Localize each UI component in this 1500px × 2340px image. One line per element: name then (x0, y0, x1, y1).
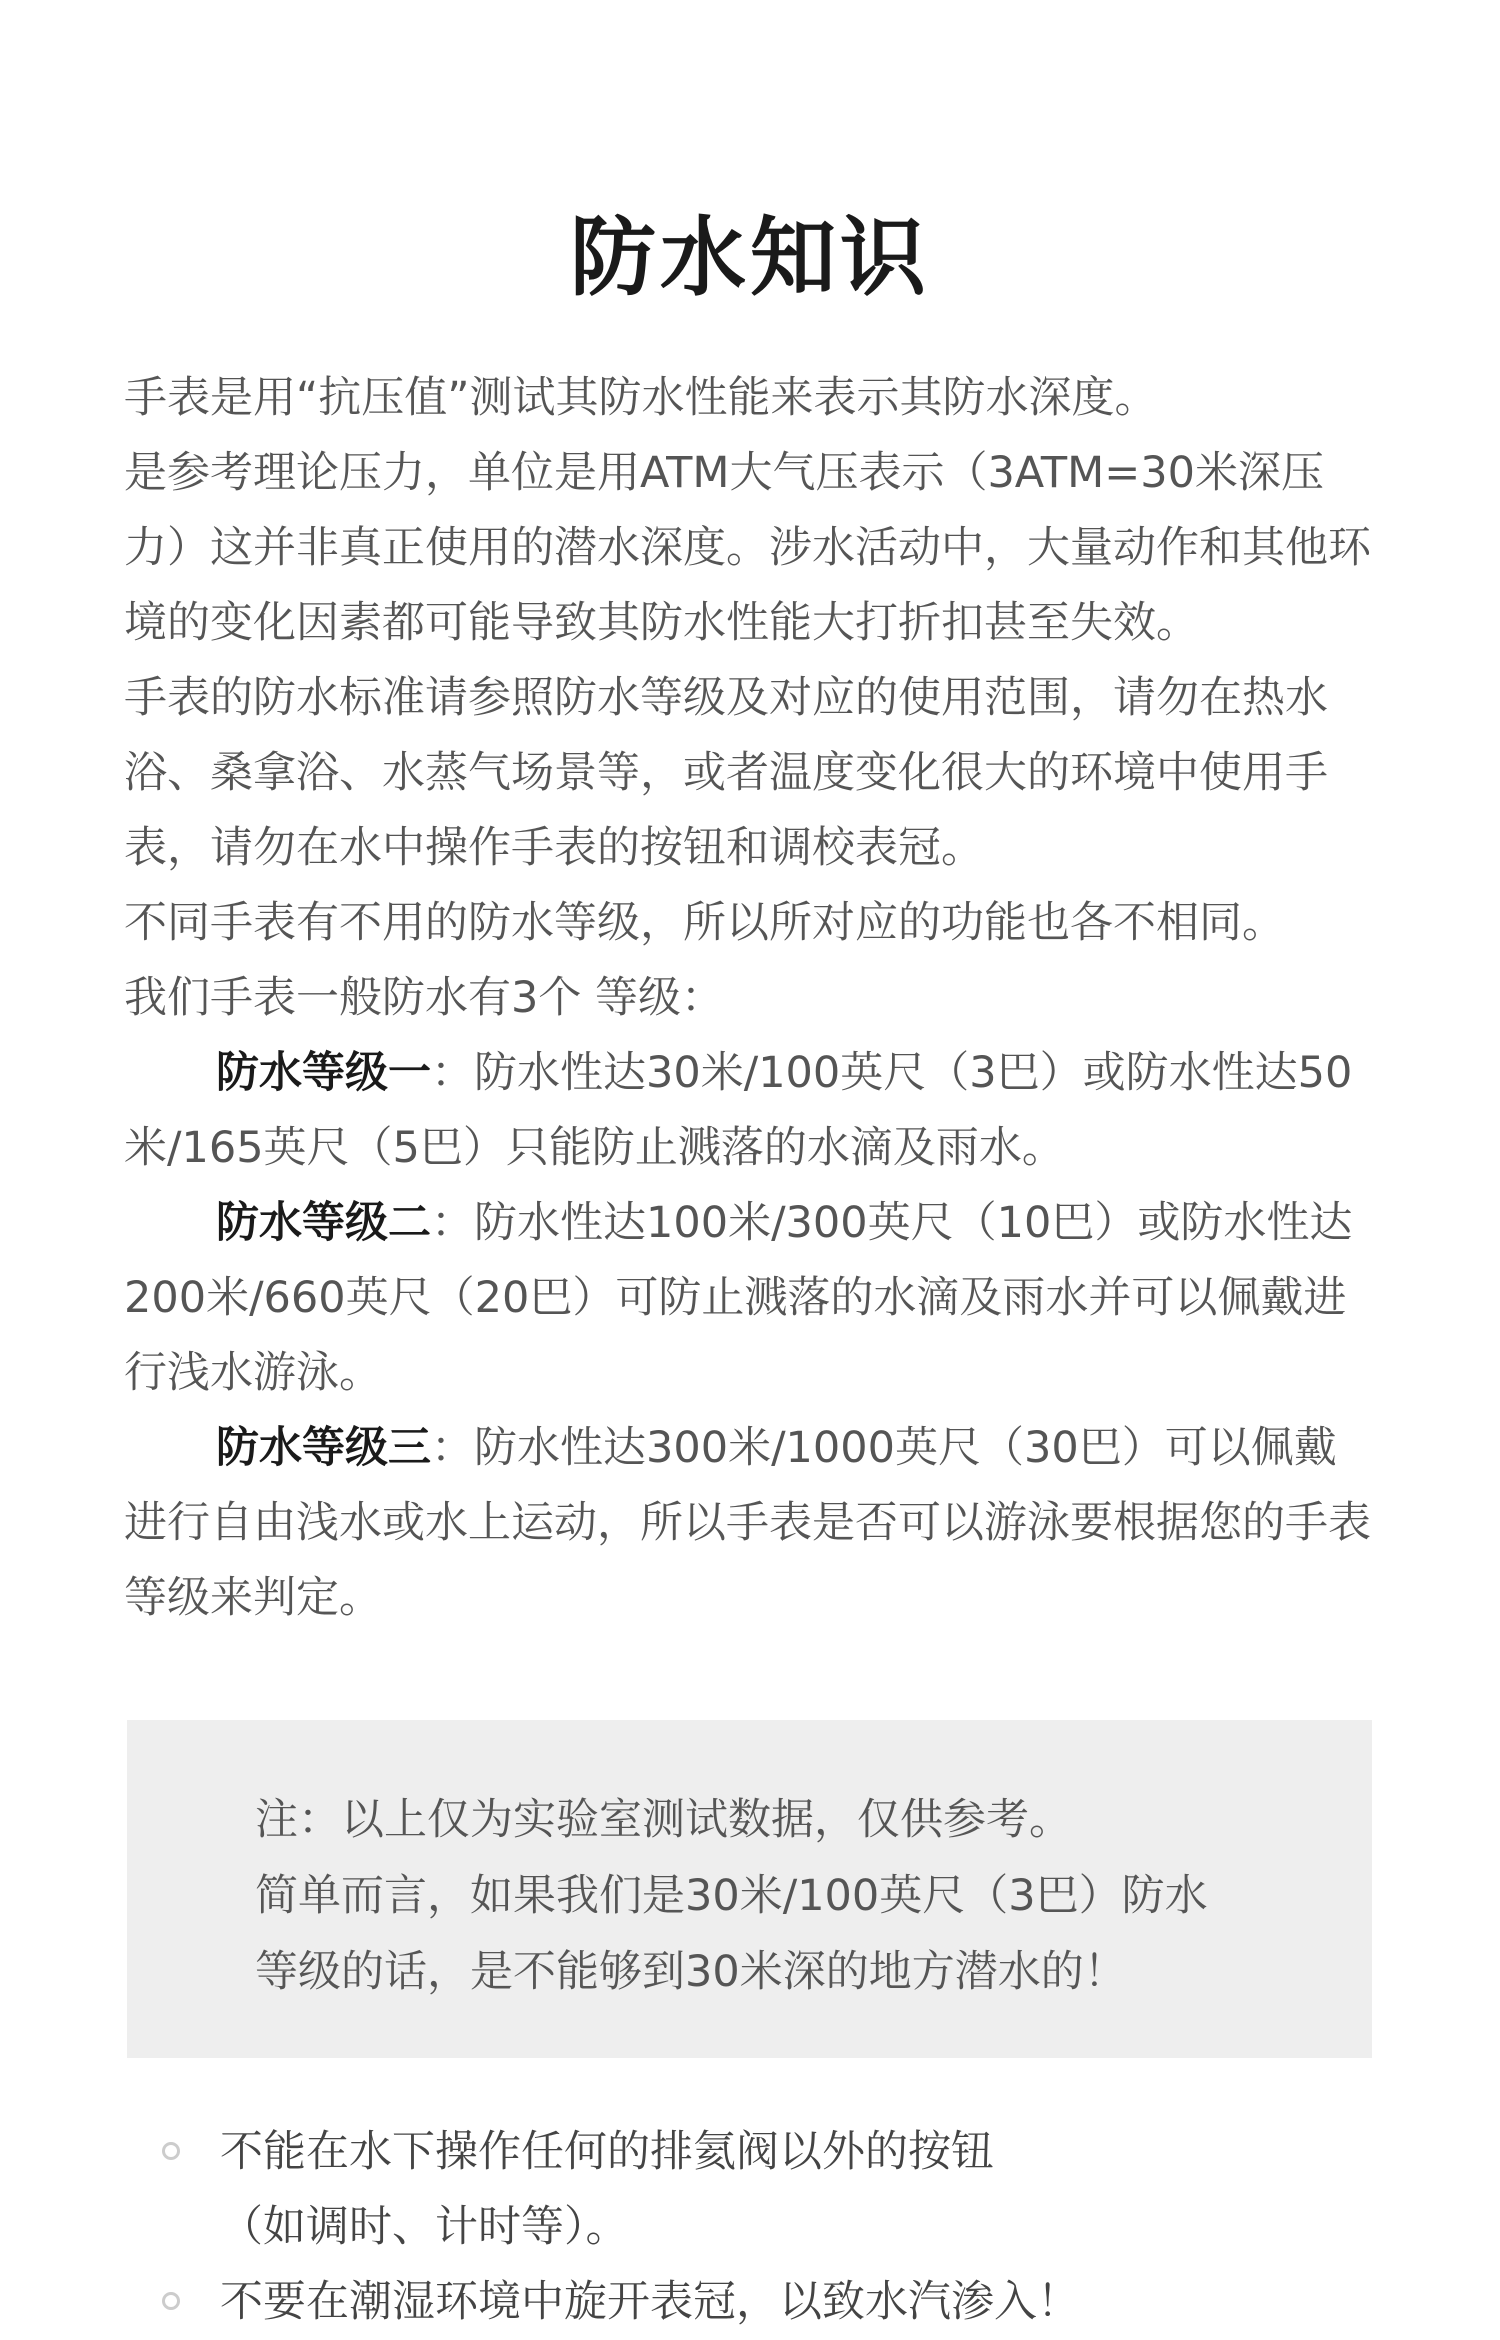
intro-paragraph: 手表的防水标准请参照防水等级及对应的使用范围，请勿在热水浴、桑拿浴、水蒸气场景等，或者温度变化很大的环境中使用手表，请勿在水中操作手表的按钮和调校表冠。 (124, 673, 1328, 873)
note-line: 注：以上仅为实验室测试数据，仅供参考。 (255, 1795, 1072, 1845)
waterproof-level-3 (124, 1411, 1374, 1636)
level-description: ：防水性达30米/100英尺（3巴）或防水性达50米/165英尺（5巴）只能防止溅落的水滴及雨水。 (124, 1048, 1353, 1173)
warning-list (160, 2115, 1360, 2340)
list-item-text: 不要在潮湿环境中旋开表冠，以致水汽渗入！ (220, 2277, 1080, 2327)
level-description: ：防水性达100米/300英尺（10巴）或防水性达200米/660英尺（20巴）可防止溅落的水滴及雨水并可以佩戴进行浅水游泳。 (124, 1198, 1353, 1398)
list-item (160, 2115, 1360, 2265)
note-text (255, 1782, 1295, 2010)
waterproof-level-1 (124, 1036, 1374, 1186)
intro-paragraph: 手表是用“抗压值”测试其防水性能来表示其防水深度。 (124, 373, 1158, 423)
intro-paragraph: 我们手表一般防水有3个 等级： (124, 973, 725, 1023)
list-item-text: （如调时、计时等）。 (220, 2202, 629, 2252)
level-description: ：防水性达300米/1000英尺（30巴）可以佩戴进行自由浅水或水上运动，所以手表是否可以游泳要根据您的手表等级来判定。 (124, 1423, 1371, 1623)
note-box (127, 1720, 1372, 2058)
list-item (160, 2265, 1360, 2340)
list-item-text: 不能在水下操作任何的排氦阀以外的按钮 (220, 2127, 994, 2177)
intro-paragraph: 是参考理论压力，单位是用ATM大气压表示（3ATM=30米深压力）这并非真正使用的潜水深度。涉水活动中，大量动作和其他环境的变化因素都可能导致其防水性能大打折扣甚至失效。 (124, 448, 1371, 648)
article-body (124, 361, 1374, 1636)
intro-paragraph: 不同手表有不用的防水等级，所以所对应的功能也各不相同。 (124, 898, 1285, 948)
level-name: 防水等级三 (216, 1423, 431, 1473)
circle-bullet-icon (162, 2292, 180, 2310)
level-name: 防水等级一 (216, 1048, 431, 1098)
note-line: 简单而言，如果我们是30米/100英尺（3巴）防水 (255, 1871, 1208, 1921)
note-line: 等级的话，是不能够到30米深的地方潜水的！ (255, 1947, 1127, 1997)
circle-bullet-icon (162, 2142, 180, 2160)
waterproof-level-2 (124, 1186, 1374, 1411)
level-name: 防水等级二 (216, 1198, 431, 1248)
page-title: 防水知识 (570, 207, 930, 308)
